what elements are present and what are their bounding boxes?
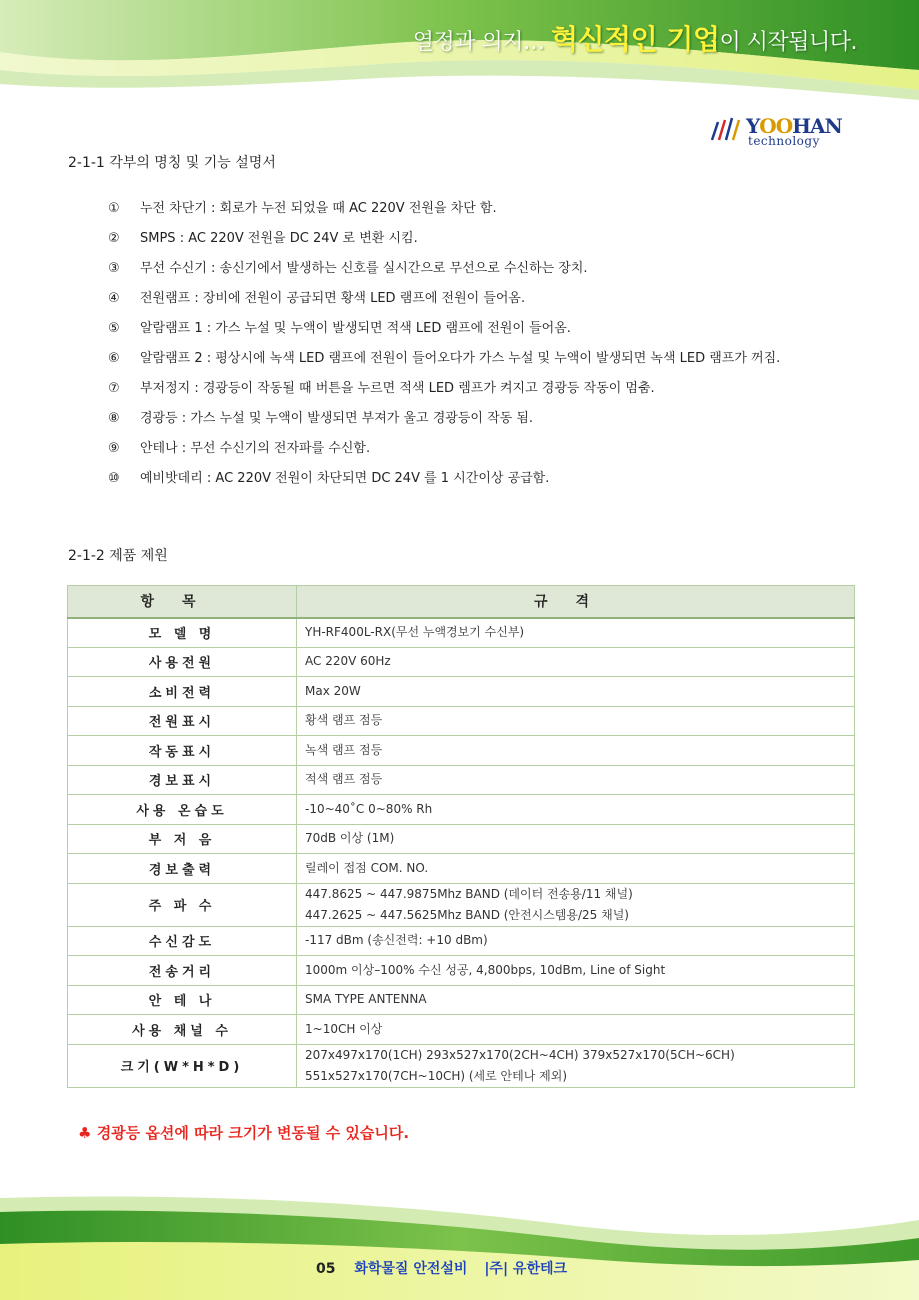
spec-value-line: 207x497x170(1CH) 293x527x170(2CH~4CH) 379x527x170(5CH~6CH) (305, 1047, 735, 1062)
spec-row (68, 677, 855, 707)
spec-value (297, 677, 855, 707)
function-list-item (108, 314, 868, 344)
spec-value-line: 70dB 이상 (1M) (305, 831, 395, 846)
spec-row (68, 736, 855, 766)
page-number: 05 (316, 1261, 336, 1277)
header-spec: 규격 (297, 586, 855, 618)
spec-row (68, 618, 855, 648)
item-number: ⑧ (108, 411, 120, 426)
spec-value-line: 447.8625 ~ 447.9875Mhz BAND (데이터 전송용/11 채널) (305, 886, 633, 901)
item-text: 경광등 : 가스 누설 및 누액이 발생되면 부져가 울고 경광등이 작동 됨. (140, 411, 534, 426)
spec-value-line: SMA TYPE ANTENNA (305, 992, 427, 1007)
spec-value-line: 447.2625 ~ 447.5625Mhz BAND (안전시스템용/25 채널) (305, 907, 629, 922)
item-number: ② (108, 231, 120, 246)
item-text: 전원램프 : 장비에 전원이 공급되면 황색 LED 램프에 전원이 들어옴. (140, 291, 526, 306)
spec-value (297, 706, 855, 736)
section-title-specs: 2-1-2 제품 제원 (68, 548, 168, 564)
item-text: 안테나 : 무선 수신기의 전자파를 수신함. (140, 441, 371, 456)
spec-value-line: 1000m 이상–100% 수신 성공, 4,800bps, 10dBm, Line of Sight (305, 962, 666, 977)
spec-value (297, 795, 855, 825)
spec-value-line: 적색 램프 점등 (305, 772, 383, 787)
spec-value-line: 릴레이 접점 COM. NO. (305, 860, 429, 875)
spec-table-header (68, 586, 855, 618)
spec-row (68, 795, 855, 825)
spec-value-line: 황색 램프 점등 (305, 713, 383, 728)
item-text: SMPS : AC 220V 전원을 DC 24V 로 변환 시킴. (140, 231, 418, 246)
function-list-item (108, 224, 868, 254)
spec-value (297, 647, 855, 677)
spec-key: 작동표시 (68, 736, 297, 766)
spec-value-line: AC 220V 60Hz (305, 654, 391, 669)
item-number: ④ (108, 291, 120, 306)
spec-row (68, 926, 855, 956)
footer-company: |주| 유한테크 (484, 1261, 568, 1277)
spec-value-line: YH-RF400L-RX(무선 누액경보기 수신부) (305, 625, 525, 639)
spec-row (68, 765, 855, 795)
footer-department: 화학물질 안전설비 (354, 1261, 468, 1277)
spec-row (68, 647, 855, 677)
item-text: 알람램프 2 : 평상시에 녹색 LED 램프에 전원이 들어오다가 가스 누설 및 누액이 발생되면 녹색 LED 램프가 꺼짐. (140, 351, 781, 366)
item-number: ⑨ (108, 441, 120, 456)
spec-row (68, 985, 855, 1015)
item-number: ⑥ (108, 351, 120, 366)
company-logo: YOOHAN technology (708, 114, 850, 152)
item-text: 누전 차단기 : 회로가 누전 되었을 때 AC 220V 전원을 차단 함. (140, 201, 497, 216)
page-header (0, 0, 919, 110)
footer-text (316, 1258, 567, 1278)
spec-value-line: 551x527x170(7CH~10CH) (세로 안테나 제외) (305, 1068, 567, 1083)
function-list-item (108, 434, 868, 464)
spec-key: 주 파 수 (68, 883, 297, 926)
spec-value (297, 1044, 855, 1087)
spec-row (68, 706, 855, 736)
spec-value (297, 765, 855, 795)
spec-key: 부 저 음 (68, 824, 297, 854)
function-list-item (108, 464, 868, 494)
item-number: ⑩ (108, 471, 120, 486)
item-number: ⑦ (108, 381, 120, 396)
spec-value-line: 1~10CH 이상 (305, 1021, 383, 1036)
item-number: ③ (108, 261, 120, 276)
logo-stripes-icon (708, 116, 744, 142)
item-text: 예비밧데리 : AC 220V 전원이 차단되면 DC 24V 를 1 시간이상 공급함. (140, 471, 550, 486)
spec-row (68, 854, 855, 884)
spec-value-line: -10~40˚C 0~80% Rh (305, 801, 433, 816)
spec-key: 경보표시 (68, 765, 297, 795)
spec-value (297, 956, 855, 986)
header-slogan: 열정과 의지… 혁신적인 기업이 시작됩니다. (412, 23, 857, 56)
function-list-item (108, 374, 868, 404)
spec-key: 경보출력 (68, 854, 297, 884)
spec-key: 사용 채널 수 (68, 1015, 297, 1045)
spec-key: 전송거리 (68, 956, 297, 986)
spec-value (297, 1015, 855, 1045)
function-list-item (108, 404, 868, 434)
spec-value-line: -117 dBm (송신전력: +10 dBm) (305, 933, 488, 948)
size-note: ♣ 경광등 옵션에 따라 크기가 변동될 수 있습니다. (78, 1124, 410, 1142)
spec-key: 안 테 나 (68, 985, 297, 1015)
club-icon: ♣ (78, 1124, 92, 1142)
spec-value (297, 618, 855, 648)
spec-value-line: 녹색 램프 점등 (305, 742, 383, 757)
spec-value (297, 883, 855, 926)
spec-row (68, 956, 855, 986)
spec-key: 크기(W*H*D) (68, 1044, 297, 1087)
section-title-functions: 2-1-1 각부의 명칭 및 기능 설명서 (68, 155, 276, 171)
spec-row (68, 1015, 855, 1045)
spec-key: 사용전원 (68, 647, 297, 677)
spec-value-line: Max 20W (305, 683, 361, 698)
item-number: ⑤ (108, 321, 120, 336)
spec-row (68, 883, 855, 926)
page-footer (0, 1190, 919, 1300)
header-item: 항목 (68, 586, 297, 618)
function-list-item (108, 284, 868, 314)
spec-value (297, 854, 855, 884)
spec-key: 전원표시 (68, 706, 297, 736)
spec-key: 수신감도 (68, 926, 297, 956)
spec-key: 사용 온습도 (68, 795, 297, 825)
item-number: ① (108, 201, 120, 216)
spec-key: 모 델 명 (68, 618, 297, 648)
spec-table (67, 585, 855, 1088)
function-list-item (108, 254, 868, 284)
item-text: 부저정지 : 경광등이 작동될 때 버튼을 누르면 적색 LED 렘프가 켜지고 경광등 작동이 멈춤. (140, 381, 655, 396)
function-list-item (108, 194, 868, 224)
spec-value (297, 985, 855, 1015)
function-list (108, 194, 868, 494)
function-list-item (108, 344, 868, 374)
footer-wave-graphic (0, 1190, 919, 1300)
spec-row (68, 1044, 855, 1087)
spec-value (297, 824, 855, 854)
spec-key: 소비전력 (68, 677, 297, 707)
spec-value (297, 736, 855, 766)
spec-value (297, 926, 855, 956)
item-text: 알람램프 1 : 가스 누설 및 누액이 발생되면 적색 LED 램프에 전원이 들어옴. (140, 321, 571, 336)
spec-row (68, 824, 855, 854)
item-text: 무선 수신기 : 송신기에서 발생하는 신호를 실시간으로 무선으로 수신하는 장치. (140, 261, 588, 276)
